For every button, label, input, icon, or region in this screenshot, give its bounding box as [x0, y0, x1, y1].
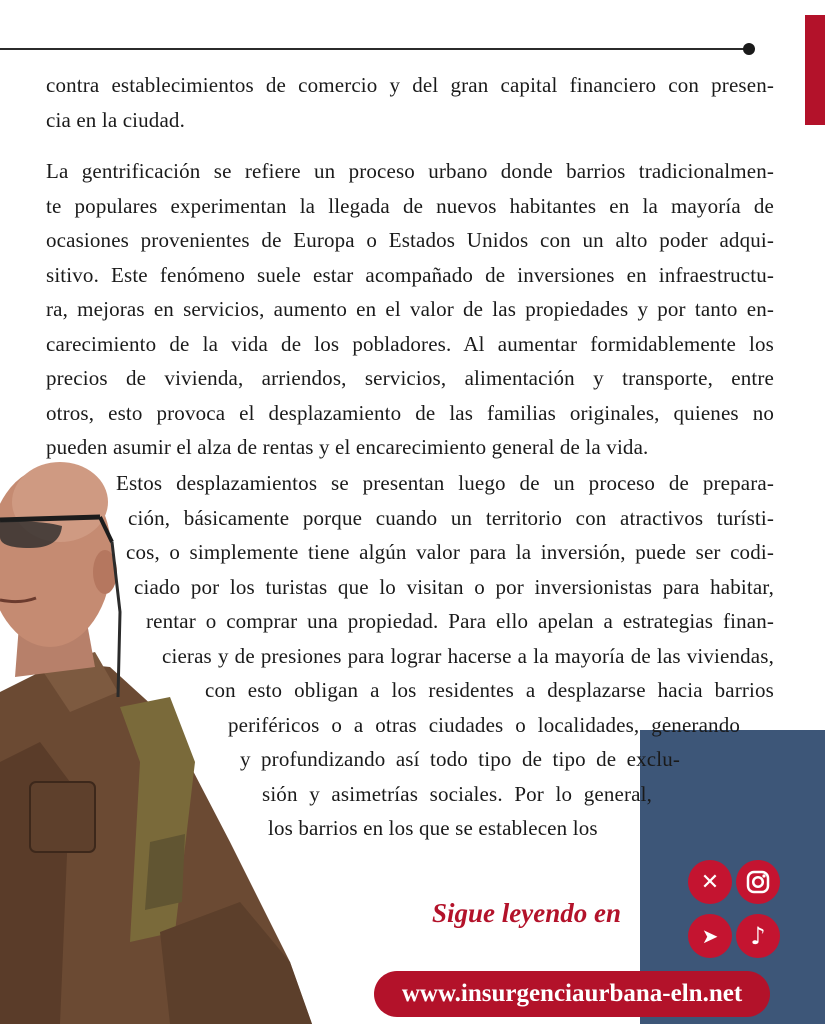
continue-reading-label: Sigue leyendo en	[432, 898, 621, 928]
telegram-icon[interactable]	[688, 914, 732, 958]
text-line: rentar o comprar una propiedad. Para ello apelan a estrategias finan-	[146, 609, 774, 633]
text-line: cia en la ciudad.	[46, 107, 185, 132]
text-line: Estos desplazamientos se presentan luego de un proceso de prepara-	[116, 471, 774, 495]
divider-end-dot	[743, 43, 755, 55]
text-line: pueden asumir el alza de rentas y el encarecimiento general de la vida.	[46, 435, 649, 459]
text-line: con esto obligan a los residentes a desplazarse hacia barrios	[205, 678, 774, 702]
text-line: sión y asimetrías sociales. Por lo general,	[262, 781, 652, 806]
tiktok-icon[interactable]	[736, 914, 780, 958]
text-line: contra establecimientos de comercio y del gran capital financiero con presen-	[46, 73, 774, 97]
telegram-glyph: ➤	[701, 924, 719, 948]
paragraph-2	[46, 154, 774, 465]
x-social-icon[interactable]	[688, 860, 732, 904]
person-photo	[0, 462, 320, 1024]
x-glyph: ✕	[700, 869, 720, 895]
top-divider-line	[0, 48, 748, 50]
red-corner-tab	[805, 15, 825, 125]
website-link[interactable]: www.insurgenciaurbana-eln.net	[374, 971, 770, 1017]
instagram-glyph	[745, 869, 771, 895]
instagram-icon[interactable]	[736, 860, 780, 904]
text-line: los barrios en los que se establecen los	[268, 816, 598, 840]
text-line: ción, básicamente porque cuando un territorio con atractivos turísti-	[128, 505, 774, 530]
text-line: precios de vivienda, arriendos, servicios, alimentación y transporte, entre	[46, 366, 774, 390]
text-line: carecimiento de la vida de los pobladores. Al aumentar formidablemente los	[46, 331, 774, 356]
text-line: y profundizando así todo tipo de tipo de exclu-	[240, 747, 680, 771]
text-line: sitivo. Este fenómeno suele estar acompañado de inversiones en infraestructu-	[46, 262, 774, 287]
text-line: ocasiones provenientes de Europa o Estados Unidos con un alto poder adqui-	[46, 228, 774, 252]
paragraph-1	[46, 68, 774, 137]
tiktok-glyph: ♪	[750, 922, 766, 950]
text-line: periféricos o a otras ciudades o localidades, generando	[228, 712, 740, 737]
text-line: cos, o simplemente tiene algún valor para la inversión, puede ser codi-	[126, 540, 774, 564]
text-line: te populares experimentan la llegada de nuevos habitantes en la mayoría de	[46, 193, 774, 218]
text-line: ciado por los turistas que lo visitan o por inversionistas para habitar,	[134, 574, 774, 599]
text-line: La gentrificación se refiere un proceso urbano donde barrios tradicionalmen-	[46, 159, 774, 183]
text-line: cieras y de presiones para lograr hacerse a la mayoría de las viviendas,	[162, 643, 774, 668]
text-line: ra, mejoras en servicios, aumento en el valor de las propiedades y por tanto en-	[46, 297, 774, 321]
text-line: otros, esto provoca el desplazamiento de las familias originales, quienes no	[46, 400, 774, 425]
